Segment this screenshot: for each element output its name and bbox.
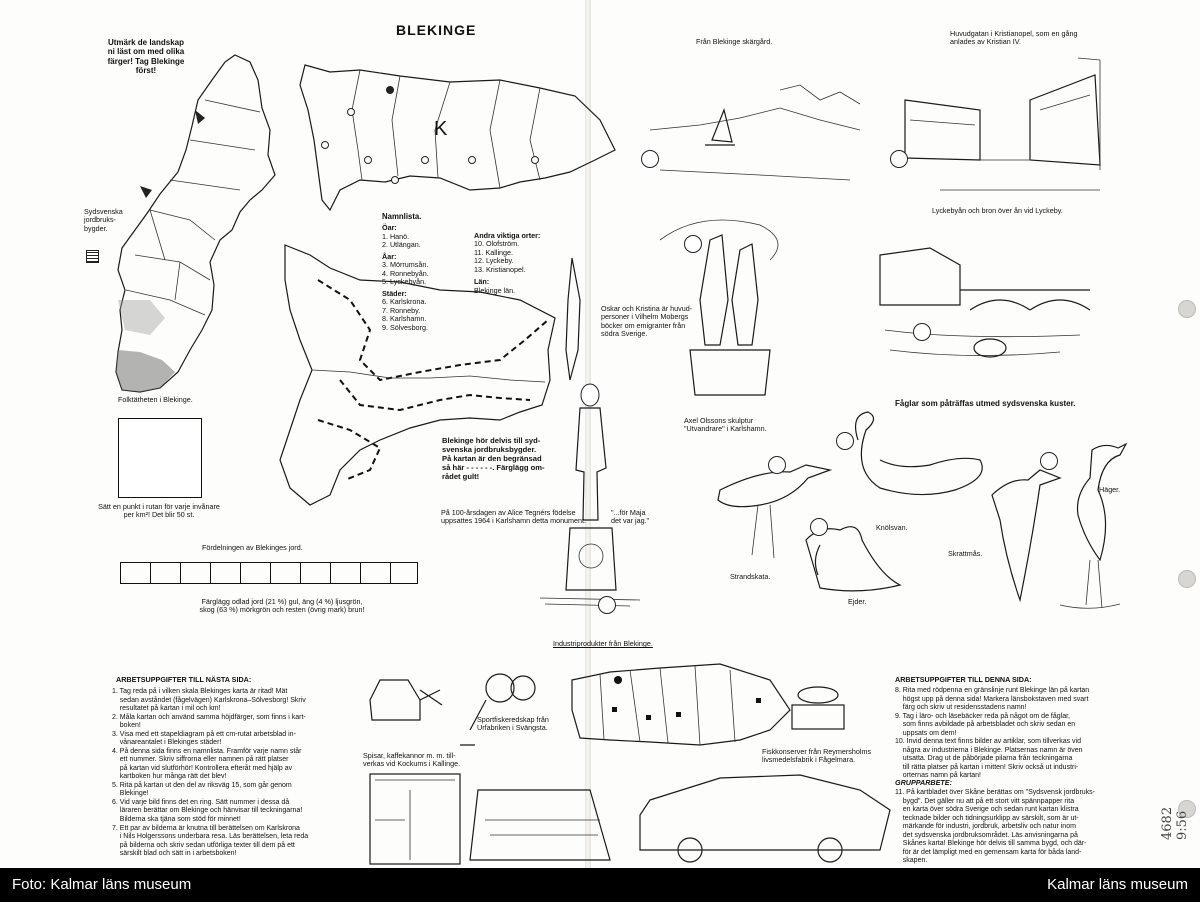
intro-line: ni läst om med olika — [107, 47, 185, 57]
bird-label: Strandskata. — [730, 572, 771, 581]
heron-ring[interactable] — [1040, 452, 1058, 470]
archipelago-caption: Från Blekinge skärgård. — [696, 37, 773, 46]
birds-title: Fåglar som påträffas utmed sydsvenska kuster. — [895, 399, 1076, 408]
bird-label: Häger. — [1099, 485, 1121, 494]
oystercatcher-ring[interactable] — [768, 456, 786, 474]
intro-line: färger! Tag Blekinge — [107, 56, 185, 66]
land-caption: Fördelningen av Blekinges jord. — [202, 543, 303, 552]
eider-ring[interactable] — [810, 518, 828, 536]
kettle-caption: Spisar, kaffekannor m. m. till- verkas vid Kockums i Kallinge. — [363, 751, 461, 769]
bird-label: Skrattmås. — [948, 549, 983, 558]
group-tasks-list: 11. På kartbladet över Skåne berättas om "Sydsvensk jordbruks- bygd". Det gäller nu att på ett stort vitt spännpapper rita en karta över södra Sverige och sedan runt kartan klistra tecknade bilder och tidningsurklipp av särskilt, som är ut- märkande för industri, jordbruk, arbetsliv och natur inom det sydsvenska jordbruksområdet. Läs anvisningarna på Skånes karta! Blekinge hör delvis till samma bygd, och där- för är det lämpligt med en gemensam karta för båda land- skapen. — [895, 789, 1096, 865]
bridge-caption: Lyckebyån och bron över ån vid Lyckeby. — [932, 206, 1063, 215]
bird-label: Ejder. — [848, 597, 867, 606]
archive-number: 4682 9:56 — [1160, 806, 1191, 840]
reel-caption: Sportfiskeredskap från Urfabriken i Svängsta. — [477, 715, 549, 733]
monument-caption: På 100-årsdagen av Alice Tegnérs födelse uppsattes 1964 i Karlshamn detta monument. — [441, 508, 587, 526]
tasks-this-list: 8. Rita med rödpenna en gränslinje runt Blekinge län på kartan högst upp på denna sida! Markera länsbokstaven med svart färg och skriv ut residensstadens namn! 9. Tag i läro- och läsebäcker reda på något om de fåglar, som finns avbildade på arbetsbladet och skriv sedan en uppsats om dem! 10. Invid denna text finns bilder av artiklar, som tillverkas vid några av industrierna i Blekinge. Platsernas namn är öven utsatta. Drag ut de påbörjade pilarna från teckningarna till rätta platser på kartan i mitten! Skriv också ut industri- orternas namn på kartan! — [895, 687, 1090, 780]
county-letter: K — [434, 118, 448, 140]
photo-credit-bar — [0, 868, 1200, 902]
group-heading: GRUPPARBETE: — [895, 778, 952, 787]
street-ring[interactable] — [890, 150, 908, 168]
south-sweden-text: Blekinge hör delvis till syd- svenska jordbruksbygder. På kartan är den begränsad så här - - - - - -. Färglägg om- rådet gult! — [442, 436, 545, 481]
museum-name: Kalmar läns museum — [1047, 876, 1188, 893]
page-title: BLEKINGE — [396, 22, 477, 38]
archipelago-ring[interactable] — [641, 150, 659, 168]
swan-ring[interactable] — [836, 432, 854, 450]
sculpture-caption: Axel Olssons skulptur "Utvandrare" i Karlshamn. — [684, 416, 767, 434]
fish-caption: Fiskkonserver från Reymersholms livsmedelsfabrik i Fågelmara. — [762, 747, 872, 765]
statue-caption: Oskar och Kristina är huvud- personer i Vilhelm Mobergs böcker om emigranter från södra Sverige. — [601, 304, 693, 339]
bird-label: Knölsvan. — [876, 523, 908, 532]
tasks-next-list: 1. Tag reda på i vilken skala Blekinges karta är ritad! Mät sedan avståndet (fågelvägen) Karlskrona–Sölvesborg! Skriv resultatet på kartan i mil och km! 2. Måla kartan och använd samma höjdfärger, som finns i kart- boken! 3. Visa med ett stapeldiagram på ett cm-rutat arbetsblad in- vånareantalet i Blekinges städer! 4. På denna sida finns en namnlista. Framför varje namn står ett nummer. Skriv siffrorna eller namnen på rätt platser på kartan vid slutförhör! Kontrollera efteråt med hjälp av kartboken hur många rätt det blev! 5. Rita på kartan ut den del av riksväg 15, som går genom Blekinge! 6. Vid varje bild finns det en ring. Sätt nummer i dessa då läraren berättar om Blekinge och hänvisar till teckningarna! Bilderna ska tjäna som stöd för minnet! 7. Ett par av bilderna är knutna till berättelsen om Karlskrona i Nils Holgerssons underbara resa. Läs berättelsen, leta reda på bilderna och skriv sedan utförliga texter till dem på ett särskilt blad och sätt in i arbetsboken! — [112, 688, 309, 858]
namelist-block: Namnlista. Öar: 1. Hanö. 2. Utlängan. Åar: 3. Mörrumsån. 4. Ronnebyån. 5. Lyckebyån. Städer: 6. Karlskrona. 7. Ronneby. 8. Karlshamn. 9. Sölvesborg. — [382, 212, 429, 332]
industry-title: Industriprodukter från Blekinge. — [553, 639, 653, 648]
density-caption: Folktätheten i Blekinge. — [118, 395, 193, 404]
bridge-ring[interactable] — [913, 323, 931, 341]
monument-quote: "...för Maja det var jag." — [611, 508, 650, 526]
intro-line: Utmärk de landskap — [107, 38, 185, 47]
legend-label: Sydsvenska jordbruks- bygder. — [84, 207, 123, 233]
tasks-heading-this: ARBETSUPPGIFTER TILL DENNA SIDA: — [895, 675, 1032, 684]
namelist-places: Andra viktiga orter: 10. Olofström. 11. Kallinge. 12. Lyckeby. 13. Kristianopel. Län: Blekinge län. — [474, 231, 541, 295]
statue-ring[interactable] — [684, 235, 702, 253]
namelist-title: Namnlista. — [382, 212, 422, 221]
photo-credit: Foto: Kalmar läns museum — [12, 876, 192, 893]
intro-line: först! — [135, 66, 157, 76]
land-instruction: Färglägg odlad jord (21 %) gul, äng (4 %) ljusgrön, skog (63 %) mörkgrön och resten (övrig mark) brun! — [199, 597, 365, 615]
tasks-heading-next: ARBETSUPPGIFTER TILL NÄSTA SIDA: — [116, 675, 252, 684]
density-instruction: Sätt en punkt i rutan för varje invånare per km²! Det blir 50 st. — [98, 502, 220, 520]
street-caption: Huvudgatan i Kristianopel, som en gång anlades av Kristian IV. — [950, 29, 1078, 47]
